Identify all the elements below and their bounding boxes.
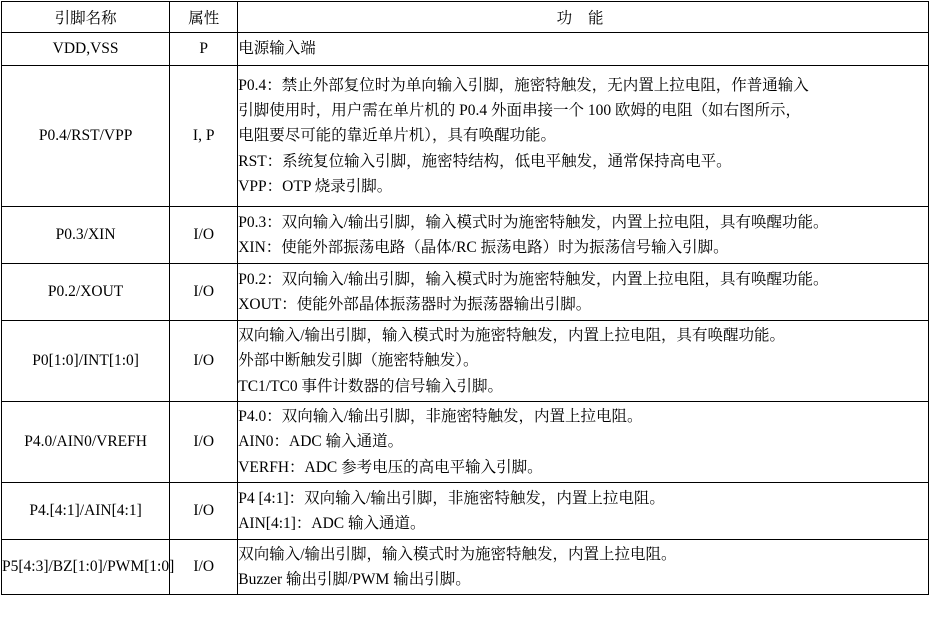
function-line: 电源输入端 bbox=[238, 40, 316, 58]
column-header-attribute: 属性 bbox=[170, 2, 238, 33]
cell-pin-name bbox=[2, 66, 170, 207]
cell-attribute: I/O bbox=[170, 540, 238, 595]
function-line: 双向输入/输出引脚，输入模式时为施密特触发，内置上拉电阻，具有唤醒功能。 bbox=[238, 327, 786, 345]
table-row bbox=[2, 264, 929, 321]
cell-function bbox=[238, 66, 929, 207]
function-line: RST：系统复位输入引脚，施密特结构，低电平触发，通常保持高电平。 bbox=[238, 152, 732, 170]
function-line: VPP：OTP 烧录引脚。 bbox=[238, 177, 393, 195]
table-row bbox=[2, 483, 929, 540]
pin-name-line: P4.0/AIN0/VREFH bbox=[24, 432, 147, 450]
pin-name-line: P4.[4:1]/AIN[4:1] bbox=[29, 501, 142, 519]
table-row bbox=[2, 66, 929, 207]
pin-name-line: P0[1:0]/INT[1:0] bbox=[32, 351, 139, 369]
pin-name-line: PWM[1:0] bbox=[107, 557, 175, 575]
pin-name-line: VDD,VSS bbox=[52, 39, 119, 57]
cell-attribute: P bbox=[170, 33, 238, 66]
cell-function bbox=[238, 264, 929, 321]
function-line: VERFH：ADC 参考电压的高电平输入引脚。 bbox=[238, 458, 543, 476]
cell-attribute: I/O bbox=[170, 207, 238, 264]
cell-pin-name bbox=[2, 321, 170, 402]
table-header bbox=[2, 2, 929, 33]
column-header-pin-name: 引脚名称 bbox=[2, 2, 170, 33]
table-row bbox=[2, 207, 929, 264]
cell-function bbox=[238, 483, 929, 540]
table-header-row bbox=[2, 2, 929, 33]
function-line: P4.0：双向输入/输出引脚，非施密特触发，内置上拉电阻。 bbox=[238, 408, 643, 426]
cell-pin-name bbox=[2, 207, 170, 264]
cell-function bbox=[238, 207, 929, 264]
cell-attribute: I/O bbox=[170, 483, 238, 540]
document-page bbox=[0, 1, 930, 638]
function-line: P0.3：双向输入/输出引脚，输入模式时为施密特触发，内置上拉电阻，具有唤醒功能。 bbox=[238, 213, 829, 231]
function-line: P4 [4:1]：双向输入/输出引脚，非施密特触发，内置上拉电阻。 bbox=[238, 489, 665, 507]
cell-function bbox=[238, 33, 929, 66]
cell-attribute: I, P bbox=[170, 66, 238, 207]
table-row bbox=[2, 540, 929, 595]
cell-attribute: I/O bbox=[170, 264, 238, 321]
function-line: 外部中断触发引脚（施密特触发）。 bbox=[238, 352, 479, 370]
function-line: 电阻要尽可能的靠近单片机），具有唤醒功能。 bbox=[238, 127, 556, 145]
column-header-function: 功 能 bbox=[238, 2, 929, 33]
pin-description-table bbox=[1, 1, 929, 595]
cell-function bbox=[238, 321, 929, 402]
cell-pin-name bbox=[2, 540, 175, 595]
cell-pin-name bbox=[2, 483, 170, 540]
table-row bbox=[2, 321, 929, 402]
cell-function bbox=[238, 540, 929, 595]
table-row bbox=[2, 33, 929, 66]
cell-pin-name bbox=[2, 402, 170, 483]
function-line: XOUT：使能外部晶体振荡器时为振荡器输出引脚。 bbox=[238, 296, 592, 313]
function-line: 引脚使用时，用户需在单片机的 P0.4 外面串接一个 100 欧姆的电阻（如右图所示， bbox=[238, 102, 801, 120]
function-line: P0.2：双向输入/输出引脚，输入模式时为施密特触发，内置上拉电阻，具有唤醒功能。 bbox=[238, 270, 829, 288]
function-line: P0.4：禁止外部复位时为单向输入引脚，施密特触发，无内置上拉电阻，作普通输入 bbox=[238, 77, 809, 95]
cell-pin-name bbox=[2, 33, 170, 66]
cell-attribute: I/O bbox=[170, 321, 238, 402]
table-row bbox=[2, 402, 929, 483]
cell-function bbox=[238, 402, 929, 483]
function-line: 双向输入/输出引脚，输入模式时为施密特触发，内置上拉电阻。 bbox=[238, 545, 677, 563]
function-line: Buzzer 输出引脚/PWM 输出引脚。 bbox=[238, 571, 471, 588]
function-line: AIN[4:1]：ADC 输入通道。 bbox=[238, 515, 426, 532]
function-line: TC1/TC0 事件计数器的信号输入引脚。 bbox=[238, 377, 504, 395]
table-body bbox=[2, 33, 929, 595]
function-line: AIN0：ADC 输入通道。 bbox=[238, 433, 404, 451]
cell-pin-name bbox=[2, 264, 170, 321]
cell-attribute: I/O bbox=[170, 402, 238, 483]
pin-name-line: P0.3/XIN bbox=[55, 225, 116, 243]
pin-name-line: P0.2/XOUT bbox=[47, 282, 124, 300]
pin-name-line: P5[4:3]/BZ[1:0]/ bbox=[2, 557, 108, 575]
function-line: XIN：使能外部振荡电路（晶体/RC 振荡电路）时为振荡信号输入引脚。 bbox=[238, 239, 729, 256]
pin-name-line: P0.4/RST/VPP bbox=[38, 126, 133, 144]
